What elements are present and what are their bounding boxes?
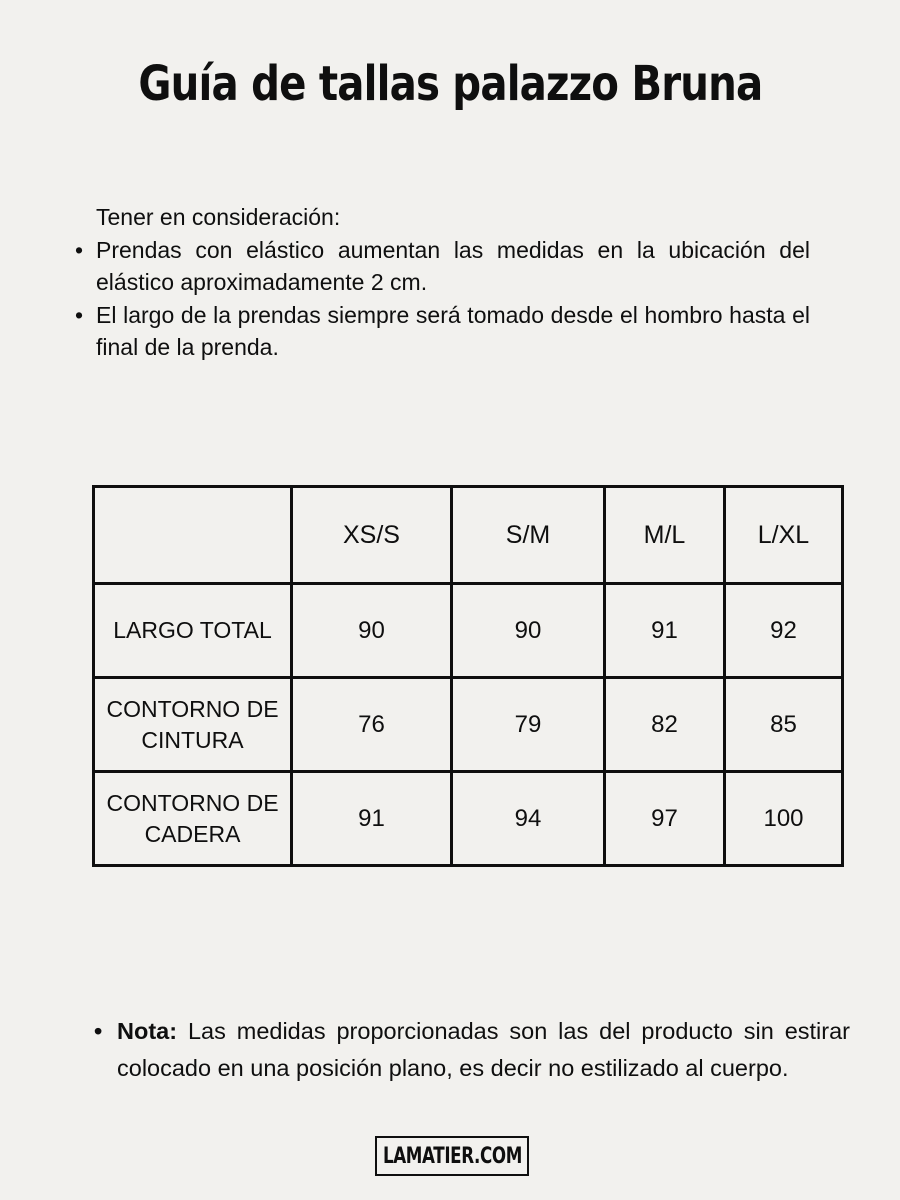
size-value: 91 [605,584,725,678]
size-value: 94 [452,772,605,866]
column-header-xs-s: XS/S [292,487,452,584]
note-body: Las medidas proporcionadas son las del producto sin estirar colocado en una posición plano, es decir no estilizado al cuerpo. [117,1018,850,1081]
size-table [92,485,844,867]
table-row-contorno-cintura [94,678,843,772]
page-title [0,55,900,113]
consideration-item: • Prendas con elástico aumentan las medidas en la ubicación del elástico aproximadamente 2 cm. [75,234,810,299]
size-value: 76 [292,678,452,772]
brand-label: LAMATIER.COM [382,1143,522,1169]
size-value: 90 [292,584,452,678]
consideration-item: • El largo de la prendas siempre será tomado desde el hombro hasta el final de la prenda. [75,299,810,364]
size-value: 92 [725,584,843,678]
row-label: CONTORNO DE CADERA [94,772,292,866]
size-value: 85 [725,678,843,772]
size-value: 91 [292,772,452,866]
size-value: 82 [605,678,725,772]
size-table-header-row [94,487,843,584]
page-title-text: Guía de tallas palazzo Bruna [138,56,762,112]
size-value: 79 [452,678,605,772]
considerations-heading: Tener en consideración: [96,204,341,230]
size-value: 97 [605,772,725,866]
table-row-contorno-cadera [94,772,843,866]
note-label: Nota: [117,1018,178,1044]
considerations-section [75,201,810,364]
row-label: CONTORNO DE CINTURA [94,678,292,772]
note [94,1013,850,1086]
column-header-s-m: S/M [452,487,605,584]
row-label: LARGO TOTAL [94,584,292,678]
size-value: 100 [725,772,843,866]
table-row-largo-total [94,584,843,678]
size-value: 90 [452,584,605,678]
column-header-l-xl: L/XL [725,487,843,584]
column-header-m-l: M/L [605,487,725,584]
table-corner-cell [94,487,292,584]
brand-box [375,1136,529,1176]
